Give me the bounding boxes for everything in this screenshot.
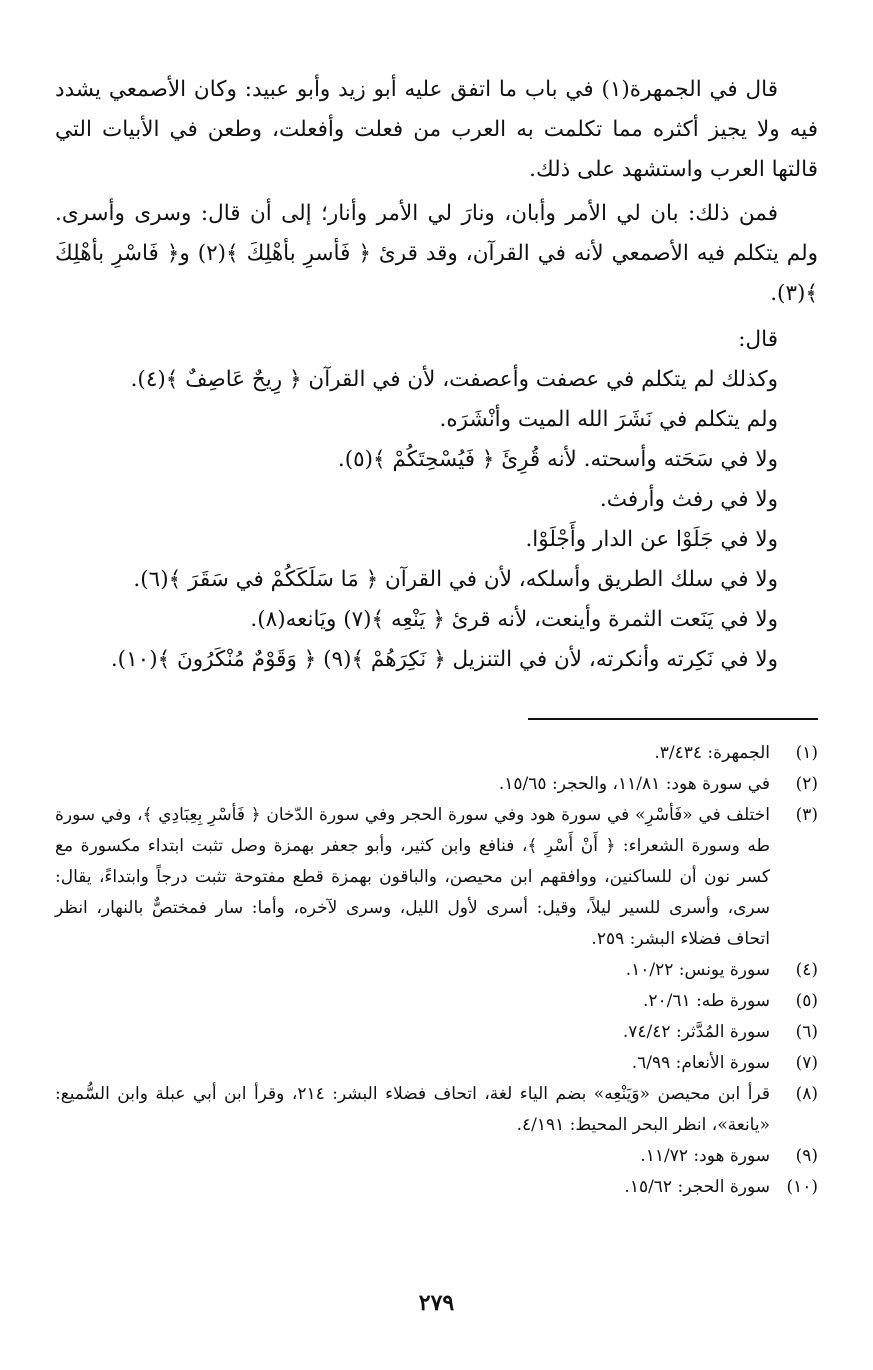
footnote — [55, 800, 818, 955]
footnote-text: اختلف في «فَأسْرِ» في سورة هود وفي سورة الحجر وفي سورة الدّخان ﴿ فَأسْرِ بِعِبَادِي ﴾، وفي سورة طه وسورة الشعراء: ﴿ أَنْ أَسْرِ ﴾، فنافع وابن كثير، وأبو جعفر بهمزة وصل تثبت ابتداء مكسورة مع كسر نون أن للساكنين، ووافقهم ابن محيصن، والباقون بهمزة قطع مفتوحة تثبت درجاً وابتداءً، يقال: سرى، وأسرى للسير ليلاً، وقيل: أسرى لأول الليل، وسرى لآخره، وأما: سار فمختصٌّ بالنهار، انظر اتحاف فضلاء البشر: ٢٥٩. — [55, 805, 770, 949]
footnote-text: قرأ ابن محيصن «وَيَنْعِه» بضم الياء لغة، اتحاف فضلاء البشر: ٢١٤، وقرأ ابن أبي عبلة وابن السُّميع: «يانعة»، انظر البحر المحيط: ٤/١٩١. — [55, 1084, 770, 1135]
paragraph-2: فمن ذلك: بان لي الأمر وأبان، ونارَ لي الأمر وأنار؛ إلى أن قال: وسرى وأسرى. ولم يتكلم فيه الأصمعي لأنه في القرآن، وقد قرئ ﴿ فَأسرِ بأهْلِكَ ﴾(٢) و﴿ فَاسْرِ بأهْلِكَ ﴾(٣). — [55, 201, 819, 306]
paragraph-1: قال في الجمهرة(١) في باب ما اتفق عليه أبو زيد وأبو عبيد: وكان الأصمعي يشدد فيه ولا يجيز أكثره مما تكلمت به العرب من فعلت وأفعلت، وطعن في الأبيات التي قالتها العرب واستشهد على ذلك. — [55, 77, 818, 182]
line-item: ولا في نَكِرته وأنكرته، لأن في التنزيل ﴿ نَكِرَهُمْ ﴾(٩) ﴿ وَقَوْمٌ مُنْكَرُونَ ﴾(١٠). — [110, 647, 778, 672]
verse-lines — [55, 360, 818, 680]
footnote — [55, 1141, 818, 1172]
footnotes — [55, 738, 818, 1203]
footnote-number: (٧) — [795, 1053, 818, 1073]
footnote-divider — [528, 718, 818, 720]
footnote — [55, 1017, 818, 1048]
footnote-text: سورة يونس: ١٠/٢٢. — [625, 960, 770, 980]
footnote — [55, 986, 818, 1017]
line-item: ولا في يَنَعت الثمرة وأينعت، لأنه قرئ ﴿ يَنْعِه ﴾(٧) ويَانعه(٨). — [250, 607, 778, 632]
footnote-text: سورة المُدَّثر: ٧٤/٤٢. — [622, 1022, 770, 1042]
footnote — [55, 769, 818, 800]
footnote — [55, 955, 818, 986]
footnote-number: (٥) — [795, 991, 818, 1011]
footnote-number: (٣) — [795, 805, 818, 825]
qala-heading: قال: — [738, 327, 778, 352]
footnote-number: (٤) — [795, 960, 818, 980]
line-item: وكذلك لم يتكلم في عصفت وأعصفت، لأن في القرآن ﴿ رِيحٌ عَاصِفٌ ﴾(٤). — [130, 367, 778, 392]
footnote — [55, 738, 818, 769]
footnote-text: سورة هود: ١١/٧٢. — [640, 1146, 770, 1166]
page-number: ٢٧٩ — [418, 1290, 455, 1316]
footnote — [55, 1172, 818, 1203]
footnote-number: (٦) — [795, 1022, 818, 1042]
footnote-number: (٩) — [795, 1146, 818, 1166]
footnote-number: (١٠) — [786, 1177, 818, 1197]
line-item: ولا في جَلَوْا عن الدار وأَجْلَوْا. — [525, 527, 778, 552]
footnote — [55, 1079, 818, 1141]
footnote-text: الجمهرة: ٣/٤٣٤. — [654, 743, 770, 763]
line-item: ولم يتكلم في نَشَرَ الله الميت وأنْشَرَه. — [439, 407, 778, 432]
footnote-text: في سورة هود: ١١/٨١، والحجر: ١٥/٦٥. — [498, 774, 770, 794]
footnote-number: (٨) — [795, 1084, 818, 1104]
line-item: ولا في رفث وأرفث. — [599, 487, 778, 512]
line-item: ولا في سلك الطريق وأسلكه، لأن في القرآن ﴿ مَا سَلَكَكُمْ في سَقَرَ ﴾(٦). — [133, 567, 778, 592]
footnote-text: سورة طه: ٢٠/٦١. — [643, 991, 770, 1011]
footnote — [55, 1048, 818, 1079]
line-item: ولا في سَحَته وأسحته. لأنه قُرِئَ ﴿ فَيُسْحِتَكُمْ ﴾(٥). — [337, 447, 778, 472]
footnote-text: سورة الأنعام: ٦/٩٩. — [631, 1053, 770, 1073]
footnote-number: (١) — [795, 743, 818, 763]
footnote-number: (٢) — [795, 774, 818, 794]
footnote-text: سورة الحجر: ١٥/٦٢. — [624, 1177, 770, 1197]
